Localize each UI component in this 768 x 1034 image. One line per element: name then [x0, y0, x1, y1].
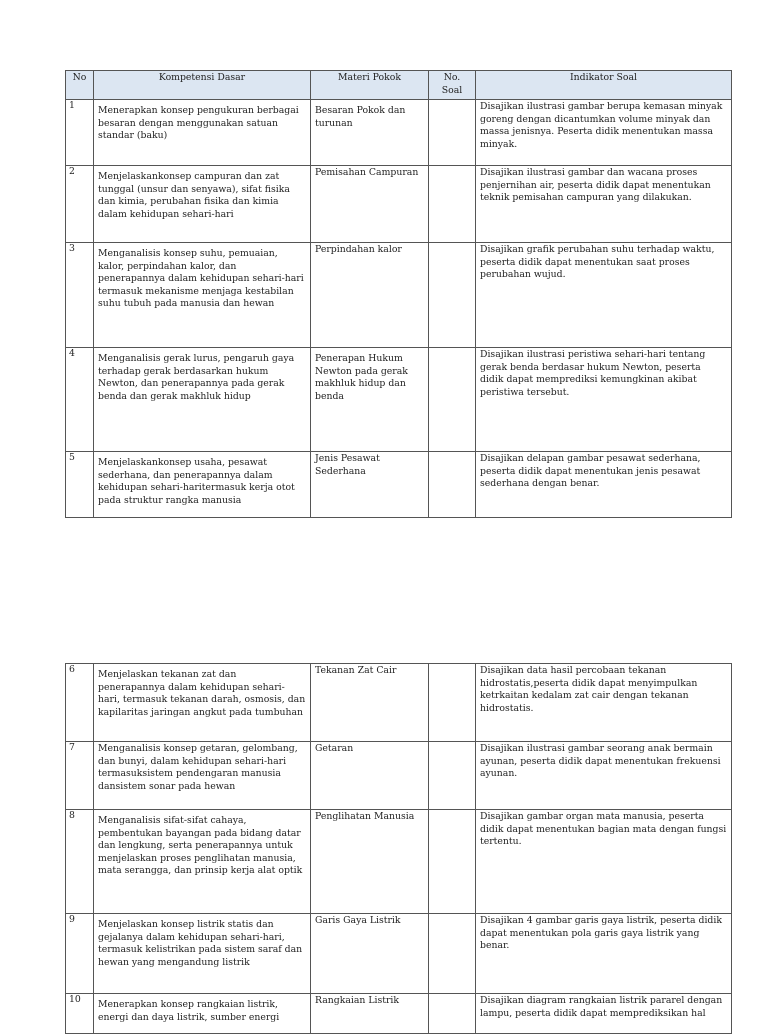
materi-pokok-cell: Besaran Pokok dan turunan [311, 100, 429, 166]
row-number: 10 [66, 994, 94, 1034]
no-soal-cell [429, 100, 476, 166]
header-no: No [66, 71, 94, 100]
table-header-row [66, 71, 732, 100]
indicator-table-2 [65, 663, 732, 1034]
materi-pokok-cell: Pemisahan Campuran [311, 166, 429, 243]
row-number: 5 [66, 452, 94, 518]
row-number: 3 [66, 243, 94, 348]
materi-pokok-cell: Penerapan Hukum Newton pada gerak makhluk hidup dan benda [311, 348, 429, 452]
indikator-soal-cell: Disajikan delapan gambar pesawat sederhana, peserta didik dapat menentukan jenis pesawat sederhana dengan benar. [476, 452, 732, 518]
indikator-soal-cell: Disajikan data hasil percobaan tekanan hidrostatis,peserta didik dapat menyimpulkan ketrkaitan kedalam zat cair dengan tekanan hidrostatis. [476, 664, 732, 742]
indikator-soal-cell: Disajikan 4 gambar garis gaya listrik, peserta didik dapat menentukan pola garis gaya listrik yang benar. [476, 914, 732, 994]
kompetensi-dasar-cell: Menjelaskankonsep campuran dan zat tunggal (unsur dan senyawa), sifat fisika dan kimia, perubahan fisika dan kimia dalam kehidupan sehari-hari [94, 166, 311, 243]
kompetensi-dasar-cell: Menganalisis konsep suhu, pemuaian, kalor, perpindahan kalor, dan penerapannya dalam kehidupan sehari-hari termasuk mekanisme menjaga kestabilan suhu tubuh pada manusia dan hewan [94, 243, 311, 348]
kompetensi-dasar-cell: Menjelaskan tekanan zat dan penerapannya dalam kehidupan sehari-hari, termasuk tekanan darah, osmosis, dan kapilaritas jaringan angkut pada tumbuhan [94, 664, 311, 742]
row-number: 6 [66, 664, 94, 742]
table-row [66, 994, 732, 1034]
kompetensi-dasar-cell: Menjelaskan konsep listrik statis dan gejalanya dalam kehidupan sehari-hari, termasuk kelistrikan pada sistem saraf dan hewan yang mengandung listrik [94, 914, 311, 994]
kompetensi-dasar-cell: Menerapkan konsep pengukuran berbagai besaran dengan menggunakan satuan standar (baku) [94, 100, 311, 166]
no-soal-cell [429, 452, 476, 518]
kompetensi-dasar-cell: Menjelaskankonsep usaha, pesawat sederhana, dan penerapannya dalam kehidupan sehari-haritermasuk kerja otot pada struktur rangka manusia [94, 452, 311, 518]
materi-pokok-cell: Getaran [311, 742, 429, 810]
kompetensi-dasar-cell: Menganalisis sifat-sifat cahaya, pembentukan bayangan pada bidang datar dan lengkung, serta penerapannya untuk menjelaskan proses penglihatan manusia, mata serangga, dan prinsip kerja alat optik [94, 810, 311, 914]
table-row [66, 452, 732, 518]
indikator-soal-cell: Disajikan ilustrasi gambar seorang anak bermain ayunan, peserta didik dapat menentukan frekuensi ayunan. [476, 742, 732, 810]
no-soal-cell [429, 914, 476, 994]
header-kompetensi-dasar: Kompetensi Dasar [94, 71, 311, 100]
table-row [66, 348, 732, 452]
table-row [66, 742, 732, 810]
no-soal-cell [429, 994, 476, 1034]
table-row [66, 810, 732, 914]
table-row [66, 166, 732, 243]
indikator-soal-cell: Disajikan ilustrasi peristiwa sehari-hari tentang gerak benda berdasar hukum Newton, peserta didik dapat memprediksi kemungkinan akibat peristiwa tersebut. [476, 348, 732, 452]
indikator-soal-cell: Disajikan gambar organ mata manusia, peserta didik dapat menentukan bagian mata dengan fungsi tertentu. [476, 810, 732, 914]
no-soal-cell [429, 664, 476, 742]
row-number: 8 [66, 810, 94, 914]
materi-pokok-cell: Rangkaian Listrik [311, 994, 429, 1034]
header-no-soal: No. Soal [429, 71, 476, 100]
table-row [66, 914, 732, 994]
materi-pokok-cell: Perpindahan kalor [311, 243, 429, 348]
kompetensi-dasar-cell: Menganalisis gerak lurus, pengaruh gaya terhadap gerak berdasarkan hukum Newton, dan penerapannya pada gerak benda dan gerak makhluk hidup [94, 348, 311, 452]
no-soal-cell [429, 742, 476, 810]
materi-pokok-cell: Garis Gaya Listrik [311, 914, 429, 994]
no-soal-cell [429, 348, 476, 452]
header-indikator-soal: Indikator Soal [476, 71, 732, 100]
materi-pokok-cell: Penglihatan Manusia [311, 810, 429, 914]
row-number: 2 [66, 166, 94, 243]
kompetensi-dasar-cell: Menerapkan konsep rangkaian listrik, energi dan daya listrik, sumber energi [94, 994, 311, 1034]
table-row [66, 664, 732, 742]
no-soal-cell [429, 810, 476, 914]
kompetensi-dasar-cell: Menganalisis konsep getaran, gelombang, dan bunyi, dalam kehidupan sehari-hari termasuksistem pendengaran manusia dansistem sonar pada hewan [94, 742, 311, 810]
no-soal-cell [429, 243, 476, 348]
row-number: 1 [66, 100, 94, 166]
no-soal-cell [429, 166, 476, 243]
header-materi-pokok: Materi Pokok [311, 71, 429, 100]
row-number: 9 [66, 914, 94, 994]
indicator-table-1 [65, 70, 732, 518]
indikator-soal-cell: Disajikan grafik perubahan suhu terhadap waktu, peserta didik dapat menentukan saat proses perubahan wujud. [476, 243, 732, 348]
indikator-soal-cell: Disajikan diagram rangkaian listrik pararel dengan lampu, peserta didik dapat memprediksikan hal [476, 994, 732, 1034]
table-row [66, 243, 732, 348]
indikator-soal-cell: Disajikan ilustrasi gambar dan wacana proses penjernihan air, peserta didik dapat menentukan teknik pemisahan campuran yang dilakukan. [476, 166, 732, 243]
indikator-soal-cell: Disajikan ilustrasi gambar berupa kemasan minyak goreng dengan dicantumkan volume minyak dan massa jenisnya. Peserta didik menentukan massa minyak. [476, 100, 732, 166]
row-number: 4 [66, 348, 94, 452]
row-number: 7 [66, 742, 94, 810]
table-row [66, 100, 732, 166]
materi-pokok-cell: Jenis Pesawat Sederhana [311, 452, 429, 518]
materi-pokok-cell: Tekanan Zat Cair [311, 664, 429, 742]
